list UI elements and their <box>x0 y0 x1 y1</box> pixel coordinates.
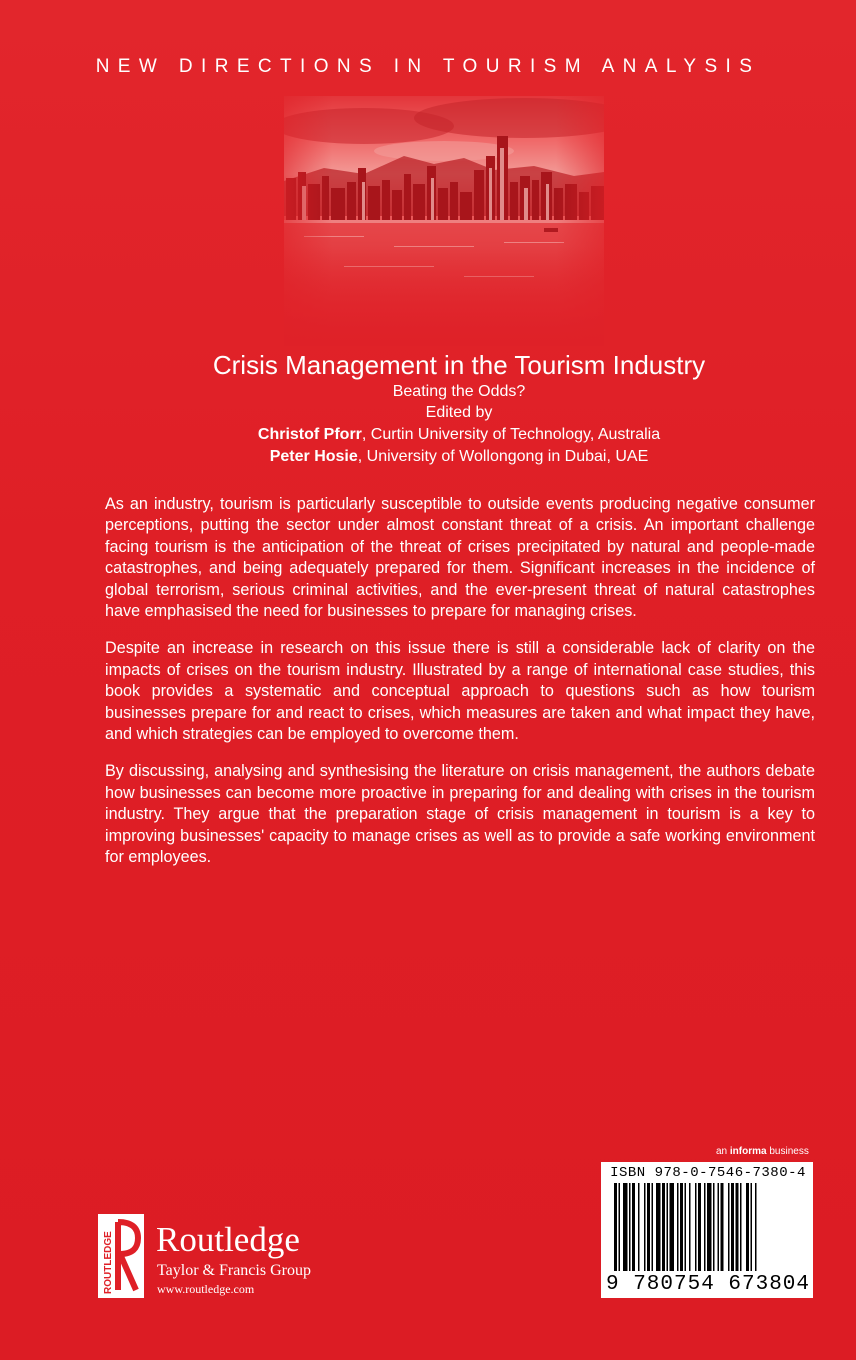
barcode-bar <box>638 1183 640 1271</box>
blurb-paragraph: Despite an increase in research on this issue there is still a considerable lack of clarity on the impacts of crises on the tourism industry. Illustrated by a range of international case studies, this book provides a systematic and conceptual approach to questions such as how tourism businesses prepare for and react to crises, which measures are taken and what impact they have, and which strategies can be employed to overcome them. <box>105 639 815 744</box>
barcode-bar <box>644 1183 646 1271</box>
editor-affiliation: , University of Wollongong in Dubai, UAE <box>357 448 649 465</box>
barcode-bar <box>695 1183 697 1271</box>
editor-line <box>62 424 856 446</box>
barcode-bar <box>713 1183 715 1271</box>
skyline-illustration <box>284 96 604 346</box>
barcode-bar <box>632 1183 635 1271</box>
blurb-paragraph: By discussing, analysing and synthesising the literature on crisis management, the authors debate how businesses can become more proactive in preparing for and dealing with crises in the tourism industry. They argue that the preparation stage of crisis management in tourism is a key to improving businesses' capacity to manage crises as well as to provide a safe working environment for employees. <box>105 762 815 867</box>
barcode-bar <box>623 1183 628 1271</box>
barcode-bar <box>629 1183 631 1271</box>
title-block <box>0 348 856 468</box>
editor-name: Peter Hosie <box>269 448 358 465</box>
routledge-vertical-text: ROUTLEDGE <box>103 1231 114 1294</box>
edited-by-label: Edited by <box>425 404 493 421</box>
barcode-bar <box>718 1183 720 1271</box>
editor-line <box>62 446 856 468</box>
blurb-paragraph: As an industry, tourism is particularly susceptible to outside events producing negative consumer perceptions, putting the sector under almost constant threat of a crisis. An important challenge facing tourism is the anticipation of the threat of crises precipitated by natural and people-made catastrophes, and being adequately prepared for them. Significant increases in the incidence of global terrorism, serious criminal activities, and the ever-present threat of natural catastrophes have emphasised the need for businesses to prepare for managing crises. <box>105 495 815 621</box>
barcode-bar <box>667 1183 669 1271</box>
barcode-bar <box>721 1183 724 1271</box>
barcode-bar <box>704 1183 706 1271</box>
barcode-bar <box>619 1183 621 1271</box>
book-subtitle: Beating the Odds? <box>392 383 526 400</box>
barcode-bar <box>740 1183 742 1271</box>
isbn-text: ISBN 978-0-7546-7380-4 <box>610 1165 806 1181</box>
barcode-bar <box>707 1183 712 1271</box>
informa-prefix: an <box>716 1146 730 1157</box>
barcode-bars-icon <box>614 1183 802 1273</box>
editor-name: Christof Pforr <box>257 426 362 443</box>
editor-affiliation: , Curtin University of Technology, Australia <box>361 426 661 443</box>
barcode-bar <box>728 1183 730 1271</box>
routledge-logo-icon <box>98 1214 144 1298</box>
publisher-url[interactable]: www.routledge.com <box>157 1282 255 1296</box>
barcode-number: 9 780754 673804 <box>605 1273 811 1296</box>
barcode-bar <box>677 1183 679 1271</box>
publisher-name: Routledge <box>156 1220 300 1259</box>
barcode-bar <box>652 1183 654 1271</box>
barcode-bar <box>656 1183 661 1271</box>
informa-brand: informa <box>729 1146 767 1157</box>
informa-tagline <box>716 1146 809 1157</box>
barcode-bar <box>731 1183 734 1271</box>
barcode-bar <box>751 1183 753 1271</box>
barcode-bar <box>614 1183 617 1271</box>
book-title: Crisis Management in the Tourism Industry <box>212 350 706 380</box>
barcode-bar <box>746 1183 749 1271</box>
informa-suffix: business <box>766 1146 809 1157</box>
publisher-group: Taylor & Francis Group <box>157 1262 311 1279</box>
barcode-bar <box>685 1183 687 1271</box>
barcode-bar <box>670 1183 675 1271</box>
cover-photo-city-skyline <box>284 96 604 346</box>
barcode-bar <box>736 1183 739 1271</box>
series-title: NEW DIRECTIONS IN TOURISM ANALYSIS <box>95 56 761 77</box>
blurb-text <box>105 494 815 885</box>
barcode-bar <box>689 1183 691 1271</box>
barcode-bar <box>662 1183 665 1271</box>
isbn-barcode <box>601 1162 813 1298</box>
barcode-bar <box>647 1183 650 1271</box>
barcode-bar <box>698 1183 701 1271</box>
barcode-bar <box>755 1183 757 1271</box>
barcode-bar <box>680 1183 683 1271</box>
